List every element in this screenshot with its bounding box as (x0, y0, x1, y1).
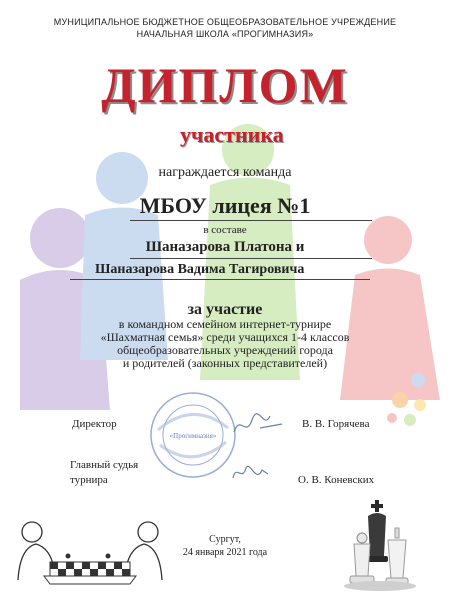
member-1: Шаназарова Платона и (145, 239, 305, 255)
team-name: МБОУ лицея №1 (139, 193, 311, 218)
header-line-2: НАЧАЛЬНАЯ ШКОЛА «ПРОГИМНАЗИЯ» (136, 29, 314, 39)
issue-place-date (0, 533, 450, 559)
team-underline (130, 220, 372, 221)
school-stamp (148, 390, 238, 480)
diploma-subtitle: участника (180, 122, 284, 147)
description-line-3: общеобразовательных учреждений города (117, 343, 333, 357)
member-1-underline (130, 258, 372, 259)
stamp-center-text: «Прогимназия» (169, 432, 217, 440)
award-description (0, 318, 450, 370)
description-line-1: в командном семейном интернет-турнире (118, 317, 332, 331)
school-header (0, 16, 450, 40)
judge-title-line-1: Главный судья (70, 459, 139, 471)
composition-label: в составе (203, 224, 247, 236)
director-title: Директор (72, 418, 117, 430)
issue-date: 24 января 2021 года (182, 547, 268, 558)
director-name: В. В. Горячева (302, 418, 370, 430)
member-2-underline (70, 279, 370, 280)
for-participation: за участие (187, 301, 263, 318)
diploma-title: ДИПЛОМ (101, 57, 349, 113)
judge-title-line-2: турнира (70, 474, 108, 486)
description-line-2: «Шахматная семья» среди учащихся 1-4 классов (100, 330, 350, 344)
description-line-4: и родителей (законных представителей) (122, 356, 328, 370)
director-signature (230, 410, 290, 440)
judge-signature (228, 458, 273, 488)
judge-title (70, 458, 138, 488)
awarded-text: награждается команда (158, 165, 292, 180)
issue-city: Сургут, (209, 534, 241, 545)
member-2: Шаназарова Вадима Тагировича (95, 262, 305, 277)
header-line-1: МУНИЦИПАЛЬНОЕ БЮДЖЕТНОЕ ОБЩЕОБРАЗОВАТЕЛЬНОЕ УЧРЕЖДЕНИЕ (53, 17, 397, 27)
judge-name: О. В. Коневских (298, 474, 375, 486)
